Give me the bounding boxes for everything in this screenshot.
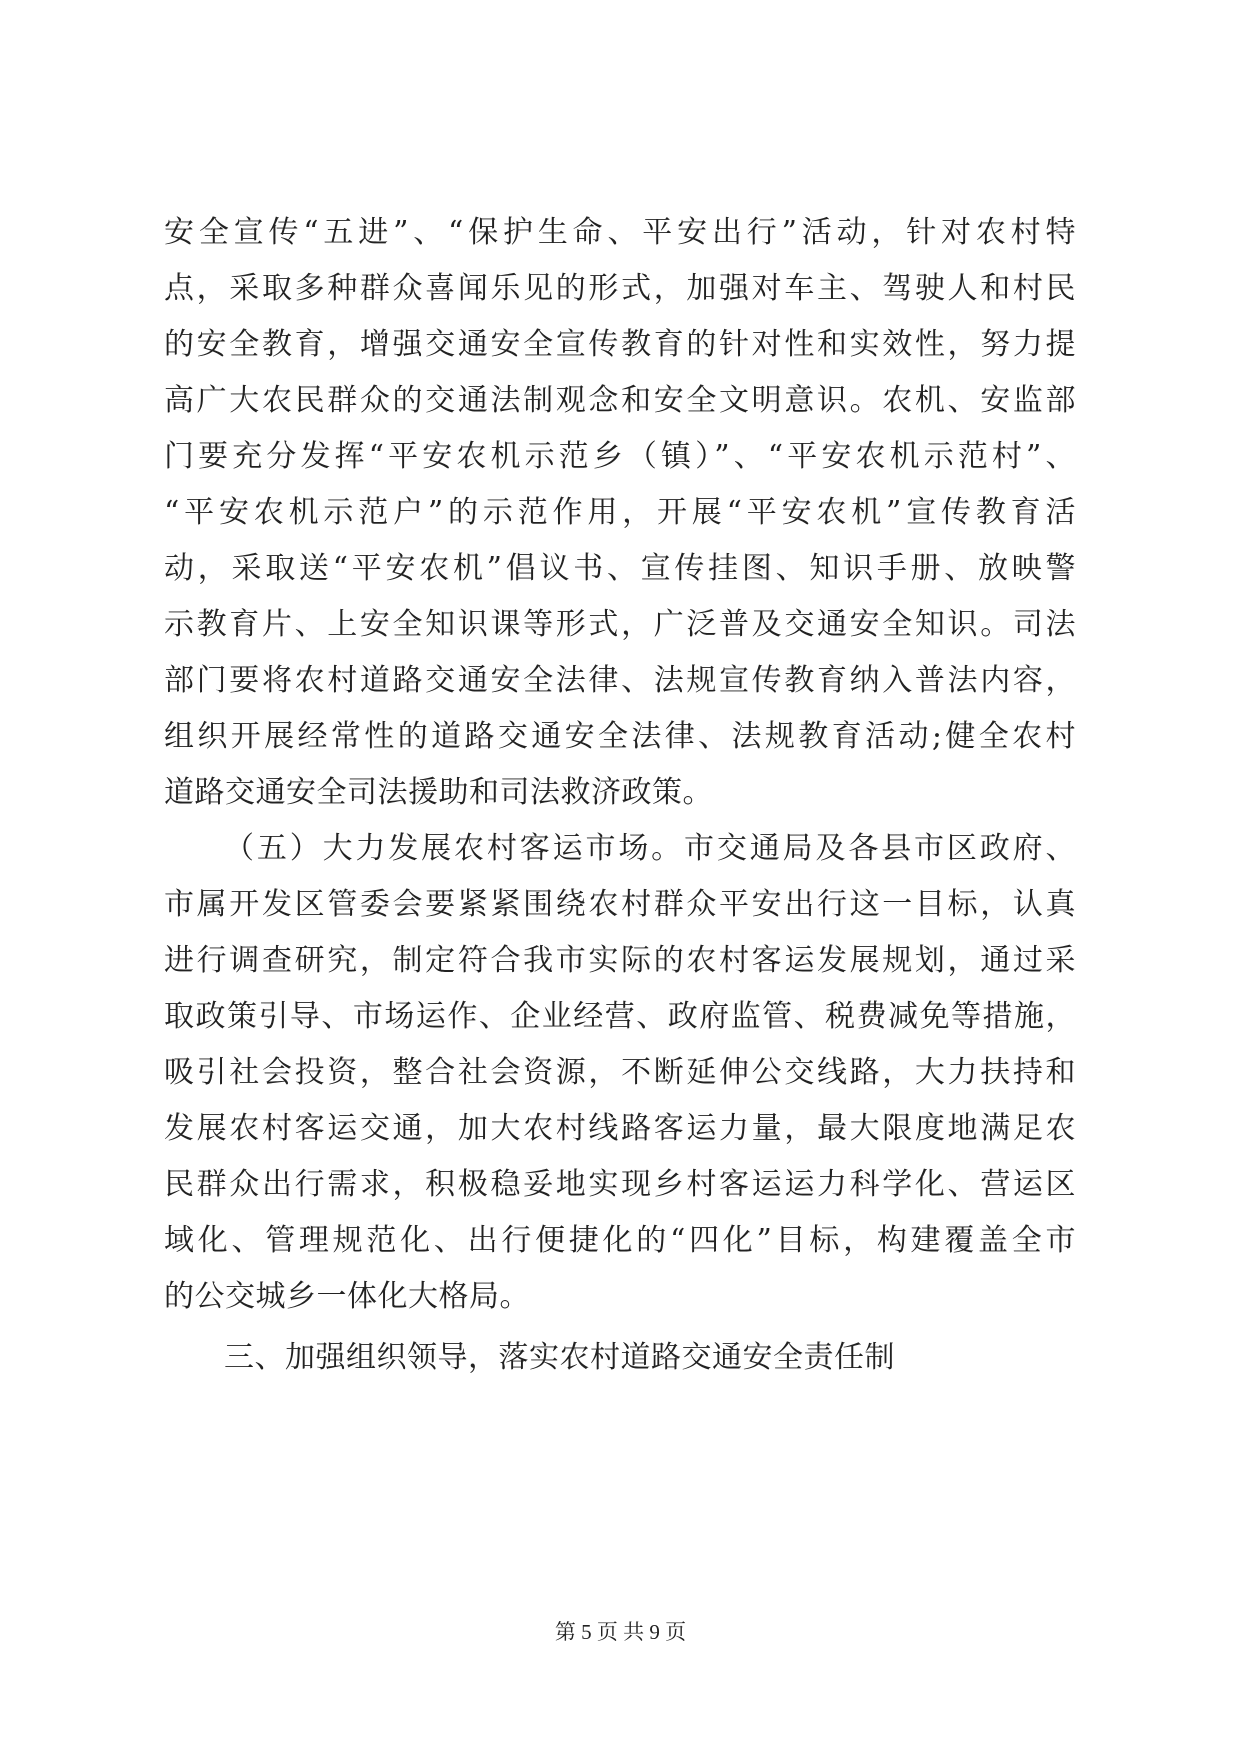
- text-line: 安全宣传“五进”、“保护生命、平安出行”活动，针对农村特: [164, 215, 1076, 250]
- text-line: 点，采取多种群众喜闻乐见的形式，加强对车主、驾驶人和村民: [164, 271, 1076, 306]
- text-line: “平安农机示范户”的示范作用，开展“平安农机”宣传教育活: [164, 495, 1076, 530]
- text-line: 市属开发区管委会要紧紧围绕农村群众平安出行这一目标，认真: [164, 887, 1076, 922]
- text-line: 动，采取送“平安农机”倡议书、宣传挂图、知识手册、放映警: [164, 551, 1076, 586]
- text-line: 发展农村客运交通，加大农村线路客运力量，最大限度地满足农: [164, 1111, 1076, 1146]
- text-line: 的公交城乡一体化大格局。: [164, 1279, 530, 1314]
- text-line: 的安全教育，增强交通安全宣传教育的针对性和实效性，努力提: [164, 327, 1076, 362]
- text-line: 示教育片、上安全知识课等形式，广泛普及交通安全知识。司法: [164, 607, 1076, 642]
- text-line: 取政策引导、市场运作、企业经营、政府监管、税费减免等措施，: [164, 999, 1076, 1034]
- text-line: 吸引社会投资，整合社会资源，不断延伸公交线路，大力扶持和: [164, 1055, 1076, 1090]
- text-line: 组织开展经常性的道路交通安全法律、法规教育活动;健全农村: [164, 719, 1076, 754]
- text-line: 民群众出行需求，积极稳妥地实现乡村客运运力科学化、营运区: [164, 1167, 1076, 1202]
- text-line: 进行调查研究，制定符合我市实际的农村客运发展规划，通过采: [164, 943, 1076, 978]
- page-number: 第 5 页 共 9 页: [554, 1620, 687, 1644]
- section-heading: 三、加强组织领导，落实农村道路交通安全责任制: [224, 1340, 895, 1375]
- text-line: 域化、管理规范化、出行便捷化的“四化”目标，构建覆盖全市: [164, 1223, 1076, 1258]
- text-line: 道路交通安全司法援助和司法救济政策。: [164, 775, 713, 810]
- section-heading-line: （五）大力发展农村客运市场。市交通局及各县市区政府、: [224, 831, 1076, 866]
- text-line: 高广大农民群众的交通法制观念和安全文明意识。农机、安监部: [164, 383, 1076, 418]
- text-line: 部门要将农村道路交通安全法律、法规宣传教育纳入普法内容，: [164, 663, 1076, 698]
- text-line: 门要充分发挥“平安农机示范乡（镇）”、“平安农机示范村”、: [164, 439, 1076, 474]
